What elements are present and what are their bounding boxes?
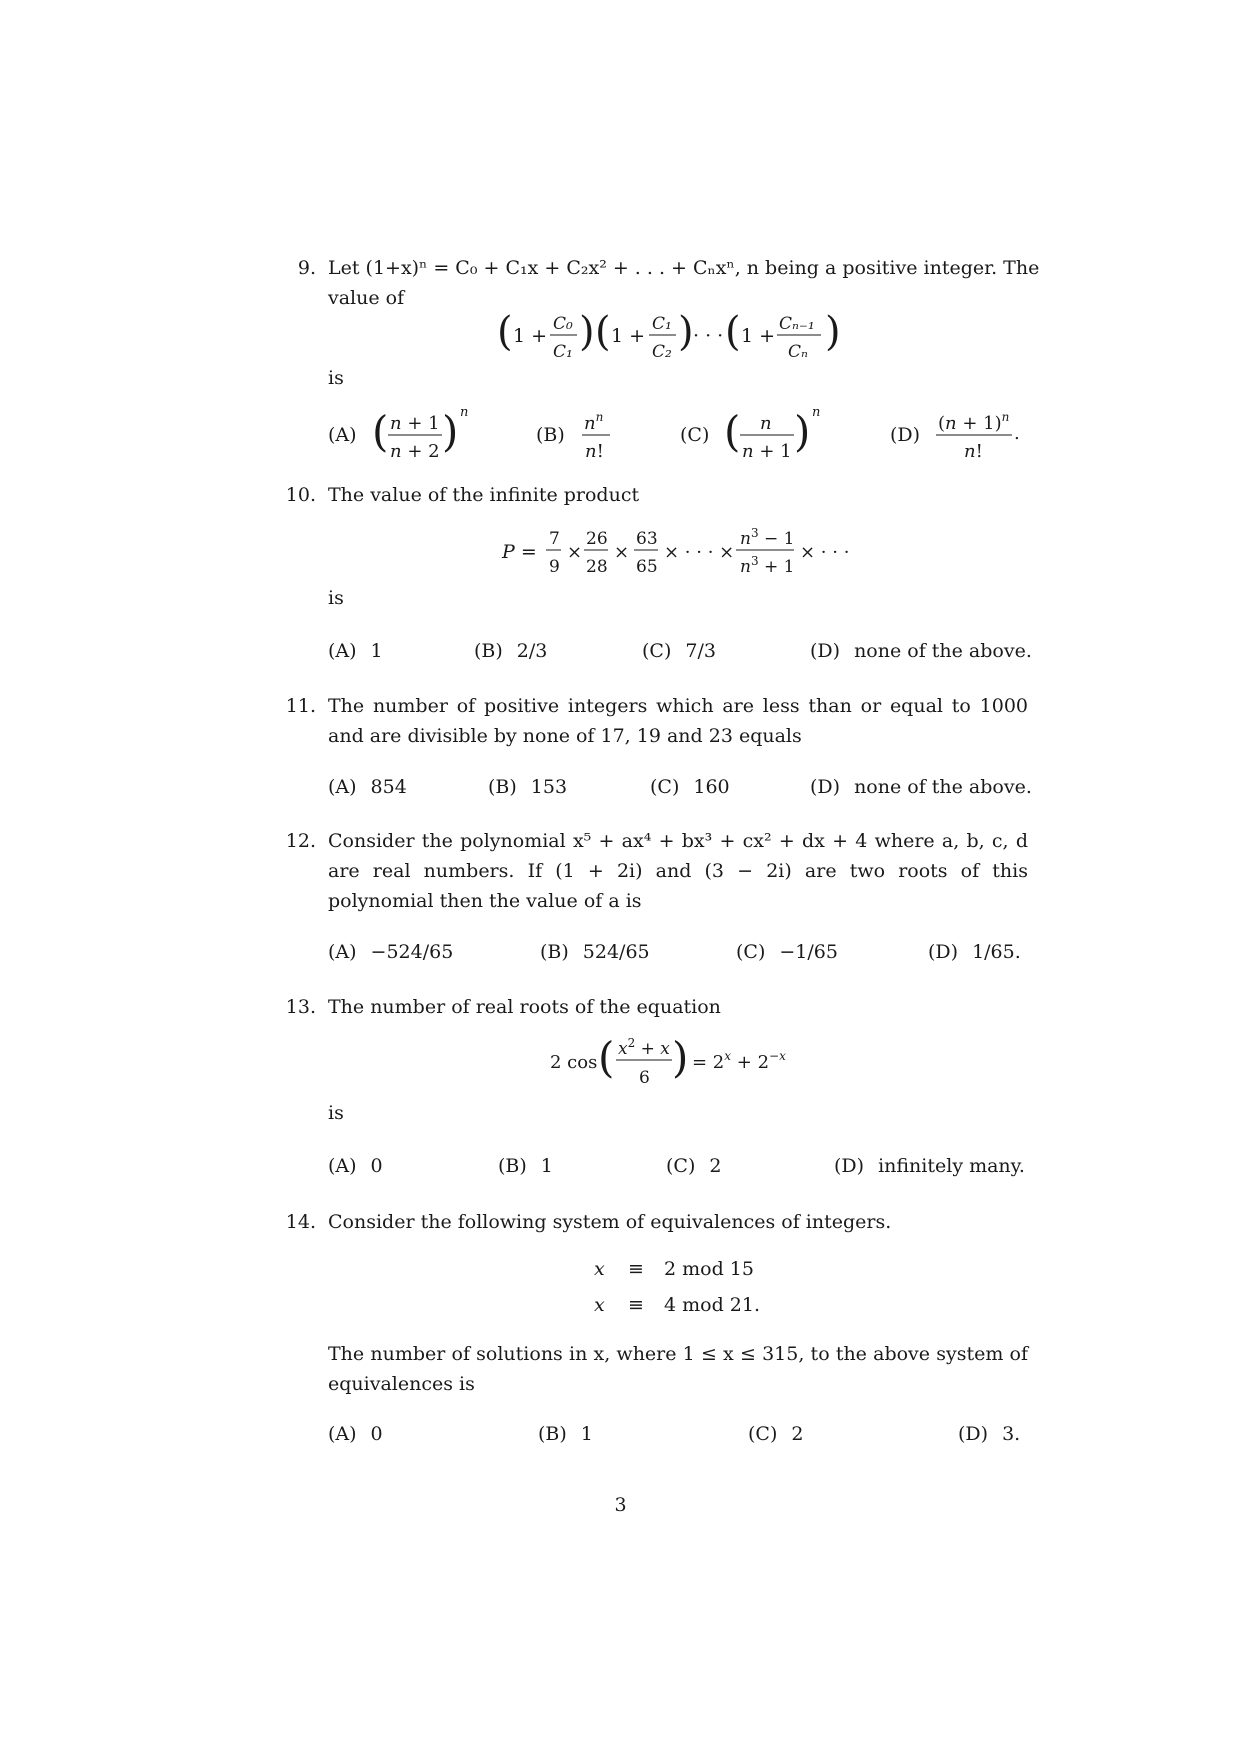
- q14-system-row2-rhs: 4 mod 21.: [664, 1294, 761, 1316]
- q14-option-a-label: (A): [328, 1423, 357, 1445]
- q12-option-c: [736, 941, 838, 963]
- svg-text:n + 1: n + 1: [390, 413, 440, 434]
- svg-text:n!: n!: [964, 441, 983, 462]
- q9-option-b-label: (B): [536, 424, 565, 446]
- svg-text:× · · ·: × · · ·: [800, 542, 850, 563]
- q14-option-b-label: (B): [538, 1423, 567, 1445]
- svg-text:nn: $n^n$: [584, 410, 604, 434]
- q14-option-c: [748, 1423, 803, 1445]
- q14-system-row1-rel: ≡: [628, 1258, 644, 1280]
- svg-text:×: ×: [614, 542, 630, 563]
- q9-option-b-value: [580, 402, 620, 464]
- q10-option-d-value: none of the above.: [854, 640, 1032, 662]
- q12-option-c-label: (C): [736, 941, 766, 963]
- q11-option-a-value: 854: [370, 776, 407, 798]
- svg-text:(: (: [595, 309, 611, 355]
- svg-text:1 +: 1 +: [741, 325, 776, 347]
- q10-option-c-label: (C): [642, 640, 672, 662]
- q13-option-a: [328, 1155, 383, 1177]
- svg-text:C₁: C₁: [652, 314, 672, 334]
- q9-is: is: [328, 367, 344, 389]
- svg-text:n!: n!: [585, 441, 604, 462]
- q12-option-b: [540, 941, 650, 963]
- q14-option-c-label: (C): [748, 1423, 778, 1445]
- svg-text:(: (: [372, 407, 389, 456]
- svg-text:Cₙ₋₁: Cₙ₋₁: [779, 314, 815, 334]
- q11-option-c-value: 160: [693, 776, 730, 798]
- q14-option-a-value: 0: [370, 1423, 383, 1445]
- svg-text:Cₙ: Cₙ: [788, 342, 808, 362]
- svg-text:65: 65: [636, 557, 658, 577]
- q12-option-d: [928, 941, 1021, 963]
- q10-option-a: [328, 640, 383, 662]
- q13-text: The number of real roots of the equation: [328, 996, 721, 1018]
- q12-option-a: [328, 941, 453, 963]
- q11-option-d-value: none of the above.: [854, 776, 1032, 798]
- q14-option-a: [328, 1423, 383, 1445]
- svg-text:= 2x + 2−x: = $2^x + 2^{-x}$: [692, 1049, 786, 1073]
- q14-system-row2-lhs: x: [594, 1294, 605, 1316]
- svg-text:×: ×: [567, 542, 583, 563]
- svg-text:n: n: [812, 405, 821, 420]
- q9-option-a-value: [372, 402, 472, 464]
- svg-text:): ): [678, 309, 694, 355]
- q13-option-b: [498, 1155, 553, 1177]
- q10-is: is: [328, 587, 344, 609]
- q13-option-d-label: (D): [834, 1155, 865, 1177]
- svg-text:6: 6: [639, 1068, 650, 1088]
- svg-text:9: 9: [549, 557, 560, 577]
- svg-text:n: n: [460, 405, 469, 420]
- q14-option-c-value: 2: [791, 1423, 804, 1445]
- svg-text:× · · · ×: × · · · ×: [664, 542, 735, 563]
- q10-option-b-label: (B): [474, 640, 503, 662]
- q11-option-d: [810, 776, 1032, 798]
- q14-option-b-value: 1: [580, 1423, 593, 1445]
- q10-text: The value of the infinite product: [328, 484, 640, 506]
- svg-text:C₂: C₂: [652, 342, 672, 362]
- svg-text:x2 + x: $x^2 + x$: [618, 1036, 670, 1059]
- svg-text:(: (: [725, 309, 741, 355]
- q14-number: 14.: [285, 1211, 316, 1233]
- q13-option-a-value: 0: [370, 1155, 383, 1177]
- q10-option-a-label: (A): [328, 640, 357, 662]
- svg-text:): ): [442, 407, 459, 456]
- svg-text:): ): [825, 309, 841, 355]
- q11-option-a: [328, 776, 407, 798]
- q9-option-d-label: (D): [890, 424, 921, 446]
- svg-text:63: 63: [636, 529, 658, 549]
- q12-option-a-label: (A): [328, 941, 357, 963]
- q14-system-row2-rel: ≡: [628, 1294, 644, 1316]
- svg-text:C₁: C₁: [553, 342, 573, 362]
- q13-option-c-label: (C): [666, 1155, 696, 1177]
- q12-option-b-label: (B): [540, 941, 569, 963]
- q13-number: 13.: [285, 996, 316, 1018]
- q11-option-c-label: (C): [650, 776, 680, 798]
- q10-option-d: [810, 640, 1032, 662]
- q14-system-row1-rhs: 2 mod 15: [664, 1258, 754, 1280]
- svg-text:(n + 1)n: $(n + 1)^n$: [938, 410, 1010, 434]
- q12-option-d-label: (D): [928, 941, 959, 963]
- q10-option-d-label: (D): [810, 640, 841, 662]
- svg-text:(: (: [598, 1033, 615, 1082]
- q13-option-c: [666, 1155, 721, 1177]
- q10-option-a-value: 1: [370, 640, 383, 662]
- q14-option-b: [538, 1423, 593, 1445]
- q12-text: Consider the polynomial x⁵ + ax⁴ + bx³ + cx² + dx + 4 where a, b, c, d are real numbers. If (1 + 2i) and (3 − 2i) are two roots of this polynomial then the value of a is: [328, 830, 1028, 912]
- q13-option-c-value: 2: [709, 1155, 722, 1177]
- svg-text:P =: P =: [502, 541, 537, 563]
- q11-option-d-label: (D): [810, 776, 841, 798]
- svg-text:· · ·: · · ·: [693, 325, 724, 347]
- q9-text-line1: Let (1+x)ⁿ = C₀ + C₁x + C₂x² + . . . + Cₙxⁿ, n being a positive integer. The: [328, 257, 1040, 279]
- q13-option-d: [834, 1155, 1025, 1177]
- svg-text:1 +: 1 +: [611, 325, 646, 347]
- q14-option-d: [958, 1423, 1020, 1445]
- svg-text:1 +: 1 +: [513, 325, 548, 347]
- q12-option-a-value: −524/65: [370, 941, 454, 963]
- q12-option-c-value: −1/65: [779, 941, 838, 963]
- q9-option-a-label: (A): [328, 424, 357, 446]
- svg-text:n + 2: n + 2: [390, 441, 440, 462]
- q9-option-c-value: [724, 402, 824, 464]
- q14-option-d-label: (D): [958, 1423, 989, 1445]
- svg-text:n3 + 1: $n^3 + 1$: [740, 554, 795, 577]
- svg-text:): ): [579, 309, 595, 355]
- svg-text:n + 1: n + 1: [742, 441, 792, 462]
- q10-option-b: [474, 640, 547, 662]
- q14-system-row1-lhs: x: [594, 1258, 605, 1280]
- q9-expression: [495, 305, 855, 363]
- q14-text: Consider the following system of equivalences of integers.: [328, 1211, 892, 1233]
- svg-text:n: n: [760, 413, 772, 434]
- q13-option-d-value: infinitely many.: [878, 1155, 1025, 1177]
- q11-option-b: [488, 776, 567, 798]
- svg-text:2 cos: 2 cos: [550, 1052, 598, 1073]
- q9-option-d-value: [934, 402, 1026, 464]
- q9-text-line2: value of: [328, 287, 405, 309]
- page-number: 3: [614, 1494, 627, 1516]
- svg-text:): ): [794, 407, 811, 456]
- q11-option-c: [650, 776, 730, 798]
- q9-number: 9.: [297, 257, 316, 279]
- svg-text:C₀: C₀: [553, 314, 573, 334]
- q13-is: is: [328, 1102, 344, 1124]
- q14-followup-text: The number of solutions in x, where 1 ≤ x ≤ 315, to the above system of equivalences is: [328, 1343, 1028, 1395]
- q13-option-a-label: (A): [328, 1155, 357, 1177]
- q10-option-c: [642, 640, 716, 662]
- q10-number: 10.: [285, 484, 316, 506]
- q12-option-d-value: 1/65.: [972, 941, 1021, 963]
- q11-number: 11.: [285, 695, 316, 717]
- q10-option-b-value: 2/3: [516, 640, 548, 662]
- q13-option-b-label: (B): [498, 1155, 527, 1177]
- q14-option-d-value: 3.: [1002, 1423, 1021, 1445]
- svg-text:28: 28: [586, 557, 608, 577]
- q9-option-c-label: (C): [680, 424, 710, 446]
- svg-text:7: 7: [549, 529, 560, 549]
- q11-option-a-label: (A): [328, 776, 357, 798]
- svg-text:(: (: [724, 407, 741, 456]
- q13-expression: [548, 1030, 808, 1094]
- q13-option-b-value: 1: [540, 1155, 553, 1177]
- svg-text:n3 − 1: $n^3 - 1$: [740, 526, 795, 549]
- q11-option-b-label: (B): [488, 776, 517, 798]
- q11-option-b-value: 153: [530, 776, 568, 798]
- q10-option-c-value: 7/3: [685, 640, 716, 662]
- svg-text:(: (: [497, 309, 513, 355]
- q12-number: 12.: [285, 830, 316, 852]
- q11-text: The number of positive integers which are less than or equal to 1000 and are divisible by none of 17, 19 and 23 equals: [328, 695, 1028, 747]
- svg-text:26: 26: [586, 529, 608, 549]
- svg-text:.: .: [1014, 423, 1020, 444]
- q10-expression: [498, 520, 858, 580]
- svg-text:): ): [672, 1033, 689, 1082]
- q12-option-b-value: 524/65: [582, 941, 650, 963]
